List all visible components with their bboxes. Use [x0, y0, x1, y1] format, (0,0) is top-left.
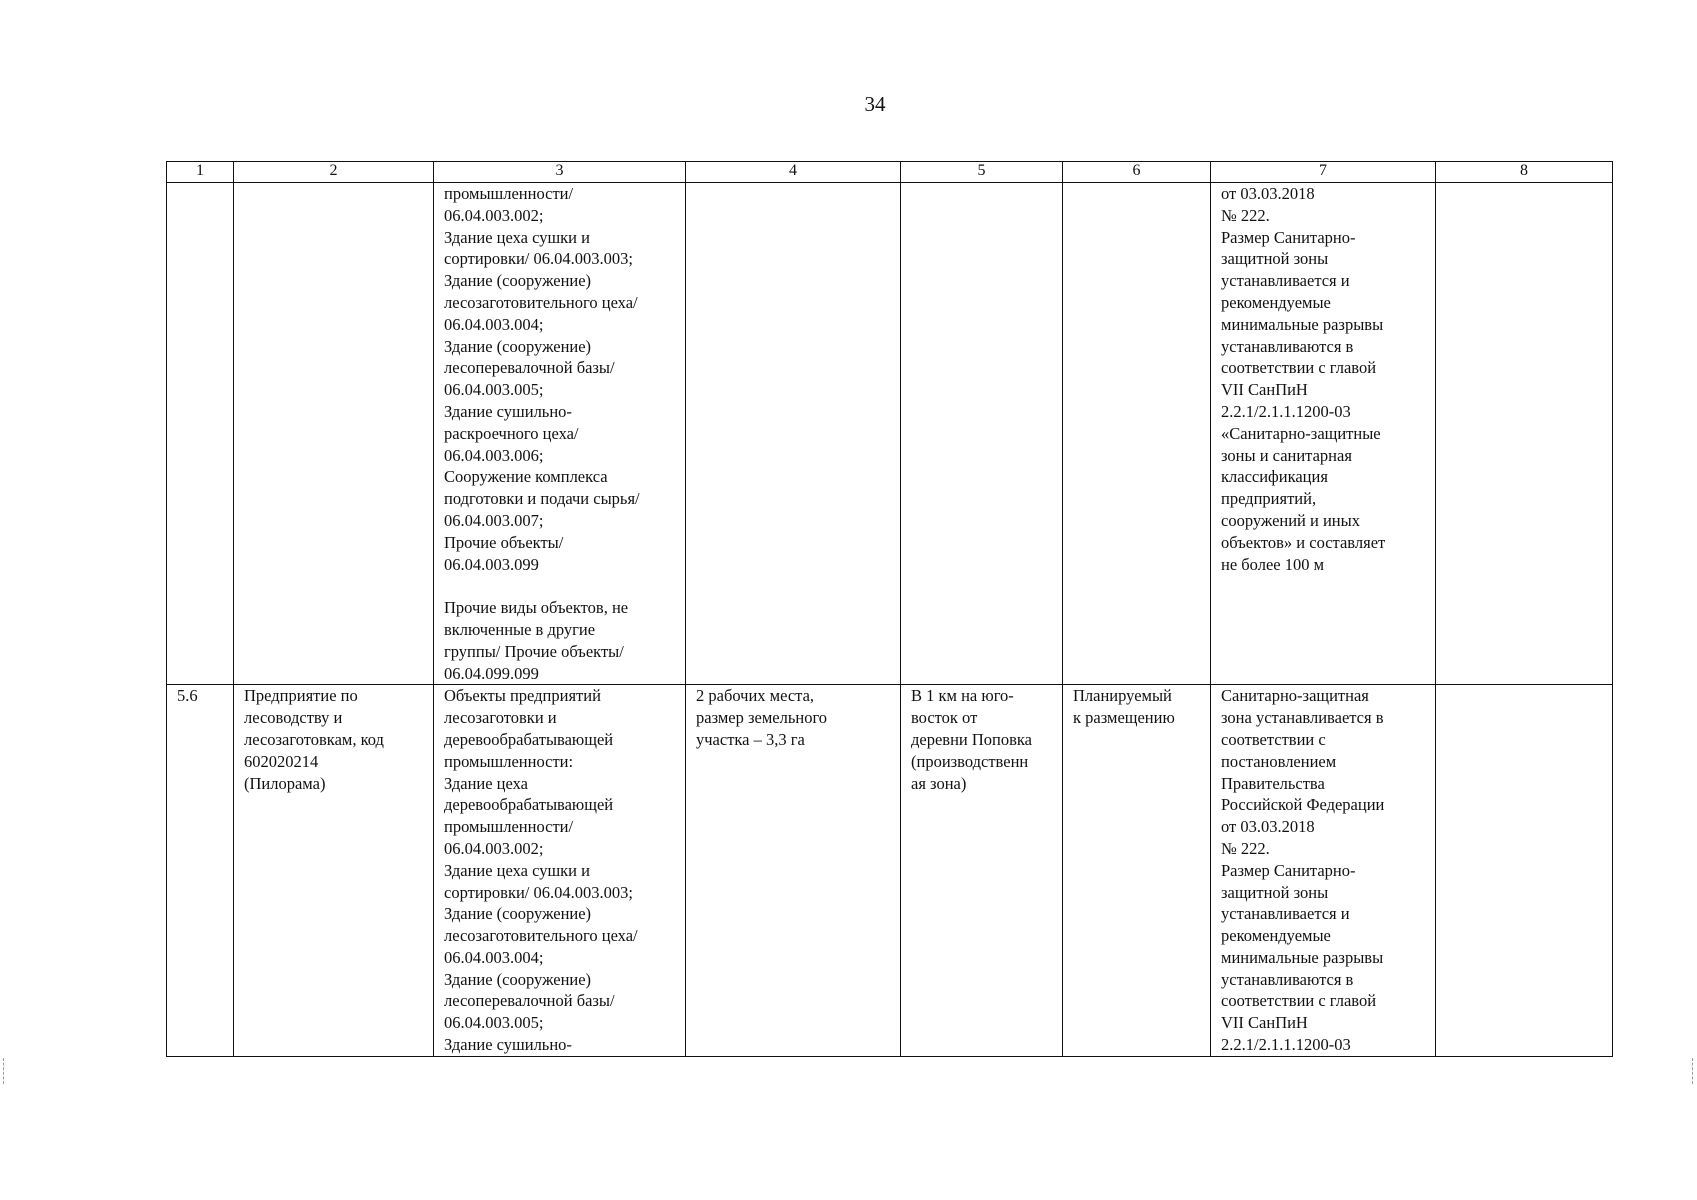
location-cell: В 1 км на юго- восток от деревни Поповка (производственн ая зона)	[901, 685, 1063, 1057]
header-cell-2: 2	[234, 162, 434, 183]
enterprise-name-cell	[234, 183, 434, 685]
table-row	[167, 183, 1613, 685]
notes-cell	[1436, 685, 1613, 1057]
characteristics-cell: 2 рабочих места, размер земельного участка – 3,3 га	[686, 685, 901, 1057]
table-header-row	[167, 162, 1613, 183]
header-cell-6: 6	[1063, 162, 1211, 183]
header-cell-4: 4	[686, 162, 901, 183]
characteristics-cell	[686, 183, 901, 685]
row-number-cell	[167, 183, 234, 685]
header-cell-8: 8	[1436, 162, 1613, 183]
objects-cell: промышленности/ 06.04.003.002; Здание цеха сушки и сортировки/ 06.04.003.003; Здание (сооружение) лесозаготовительного цеха/ 06.04.003.004; Здание (сооружение) лесоперевалочной базы/ 06.04.003.005; Здание сушильно- раскроечного цеха/ 06.04.003.006; Сооружение комплекса подготовки и подачи сырья/ 06.04.003.007; Прочие объекты/ 06.04.003.099 Прочие виды объектов, не включенные в другие группы/ Прочие объекты/ 06.04.099.099	[434, 183, 686, 685]
objects-cell: Объекты предприятий лесозаготовки и деревообрабатывающей промышленности: Здание цеха деревообрабатывающей промышленности/ 06.04.003.002; Здание цеха сушки и сортировки/ 06.04.003.003; Здание (сооружение) лесозаготовительного цеха/ 06.04.003.004; Здание (сооружение) лесоперевалочной базы/ 06.04.003.005; Здание сушильно-	[434, 685, 686, 1057]
objects-table	[166, 161, 1613, 1057]
zone-description-cell: от 03.03.2018 № 222. Размер Санитарно- защитной зоны устанавливается и рекомендуемые минимальные разрывы устанавливаются в соответствии с главой VII СанПиН 2.2.1/2.1.1.1200-03 «Санитарно-защитные зоны и санитарная классификация предприятий, сооружений и иных объектов» и составляет не более 100 м	[1211, 183, 1436, 685]
status-cell: Планируемый к размещению	[1063, 685, 1211, 1057]
table-row	[167, 685, 1613, 1057]
row-number-cell: 5.6	[167, 685, 234, 1057]
notes-cell	[1436, 183, 1613, 685]
zone-description-cell: Санитарно-защитная зона устанавливается в соответствии с постановлением Правительства Российской Федерации от 03.03.2018 № 222. Размер Санитарно- защитной зоны устанавливается и рекомендуемые минимальные разрывы устанавливаются в соответствии с главой VII СанПиН 2.2.1/2.1.1.1200-03	[1211, 685, 1436, 1057]
header-cell-7: 7	[1211, 162, 1436, 183]
status-cell	[1063, 183, 1211, 685]
right-margin-mark	[1692, 1058, 1694, 1084]
header-cell-3: 3	[434, 162, 686, 183]
page-number: 34	[864, 92, 886, 116]
left-margin-mark	[3, 1058, 5, 1084]
header-cell-1: 1	[167, 162, 234, 183]
header-cell-5: 5	[901, 162, 1063, 183]
location-cell	[901, 183, 1063, 685]
enterprise-name-cell: Предприятие по лесоводству и лесозаготовкам, код 602020214 (Пилорама)	[234, 685, 434, 1057]
